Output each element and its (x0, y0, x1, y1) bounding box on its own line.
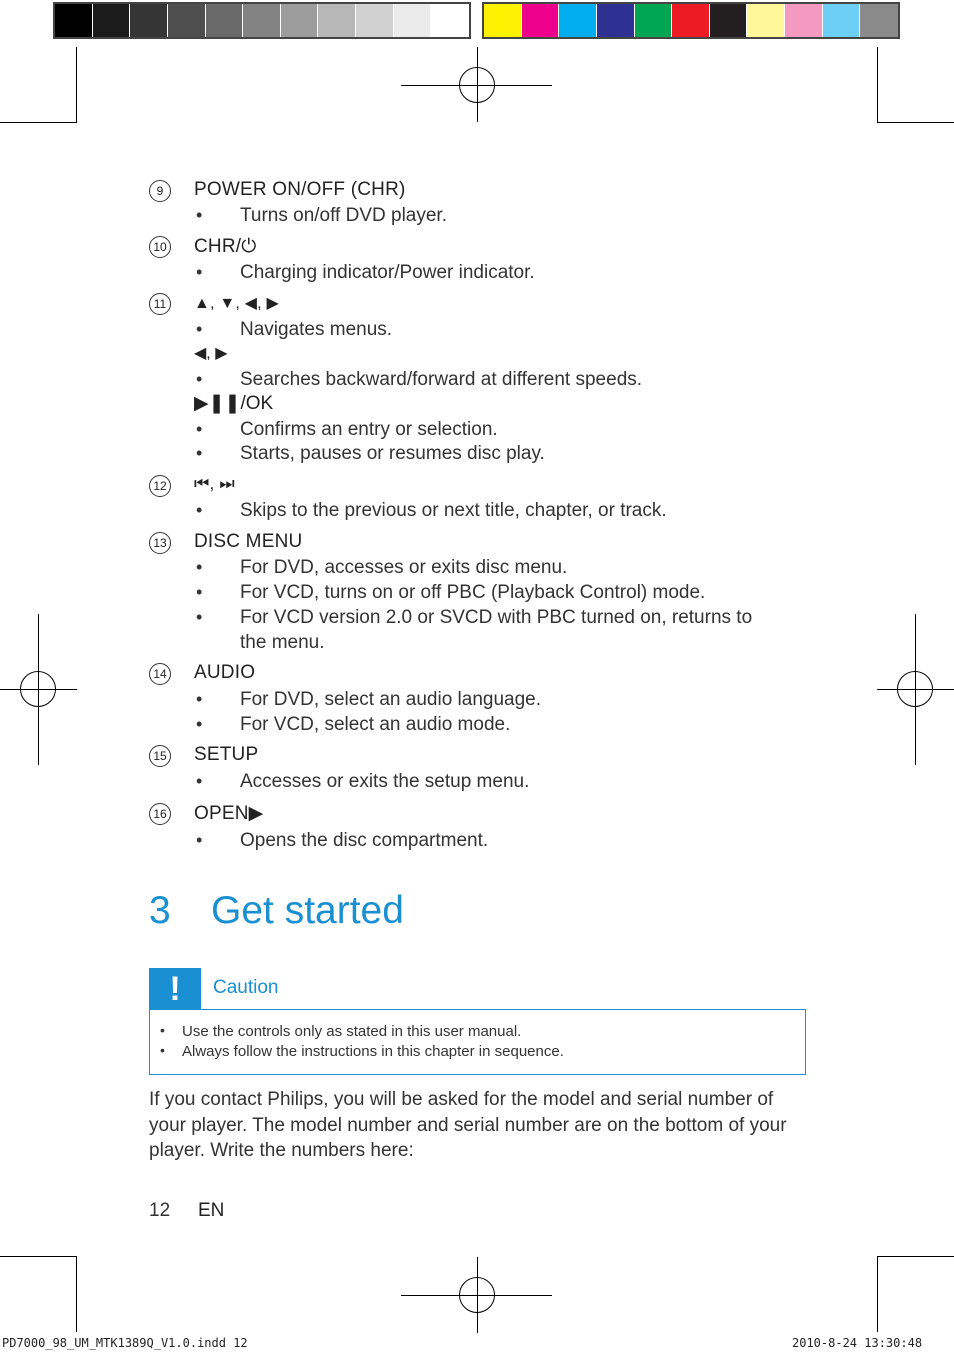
item-heading: OPEN▶ (194, 803, 264, 824)
item-heading: ▲, ▼, ◀, ▶ (194, 295, 279, 312)
item-number: 12 (149, 475, 171, 497)
bullet-text-continued: the menu. (240, 632, 325, 653)
bullet-text: For VCD, select an audio mode. (240, 714, 511, 735)
slug-timestamp: 2010-8-24 13:30:48 (792, 1336, 923, 1350)
gray-swatch (130, 4, 168, 37)
item-number: 13 (149, 532, 171, 554)
color-swatch (823, 4, 861, 37)
crop-mark (877, 1256, 954, 1257)
item-number: 10 (149, 236, 171, 258)
bullet: • (196, 500, 203, 520)
bullet-text: Accesses or exits the setup menu. (240, 771, 530, 792)
section-number: 3 (149, 889, 171, 932)
bullet-text: Confirms an entry or selection. (240, 419, 498, 440)
color-swatch (597, 4, 635, 37)
bullet-text: Turns on/off DVD player. (240, 205, 447, 226)
item-heading: POWER ON/OFF (CHR) (194, 179, 406, 200)
item-number: 9 (149, 180, 171, 202)
crop-mark (0, 1256, 77, 1257)
bullet: • (196, 419, 203, 439)
exclamation-icon: ! (169, 970, 181, 1008)
color-swatch (522, 4, 560, 37)
item-number: 11 (149, 293, 171, 315)
gray-color-bar (53, 2, 471, 39)
sub-heading: ◀, ▶ (194, 345, 228, 362)
item-heading: DISC MENU (194, 531, 303, 552)
registration-circle (20, 671, 56, 707)
crop-mark (877, 47, 878, 122)
bullet-text: Skips to the previous or next title, chapter, or track. (240, 500, 667, 521)
process-color-bar (482, 2, 900, 39)
body-paragraph: If you contact Philips, you will be asked for the model and serial number of your player. The model number and serial number are on the bottom of your player. Write the numbers here: (149, 1089, 787, 1161)
item-heading: CHR/⏻ (194, 236, 257, 257)
caution-text: Use the controls only as stated in this user manual. (182, 1023, 522, 1040)
bullet: • (196, 369, 203, 389)
bullet-text: Starts, pauses or resumes disc play. (240, 443, 545, 464)
gray-swatch (168, 4, 206, 37)
item-number: 16 (149, 803, 171, 825)
bullet: • (196, 830, 203, 850)
bullet-text: Opens the disc compartment. (240, 830, 489, 851)
registration-circle (459, 67, 495, 103)
crop-mark (877, 122, 954, 123)
bullet: • (196, 607, 203, 627)
crop-mark (0, 122, 77, 123)
item-number: 15 (149, 745, 171, 767)
item-heading: ⏮, ⏭ (194, 474, 235, 493)
color-swatch (484, 4, 522, 37)
item-heading: AUDIO (194, 662, 256, 683)
caution-label: Caution (213, 977, 279, 998)
crop-mark (877, 1256, 878, 1332)
gray-swatch (55, 4, 93, 37)
bullet-text: Navigates menus. (240, 319, 393, 340)
color-swatch (710, 4, 748, 37)
color-swatch (559, 4, 597, 37)
crop-mark (76, 1256, 77, 1332)
bullet-text: Searches backward/forward at different speeds. (240, 369, 643, 390)
color-swatch (785, 4, 823, 37)
bullet: • (196, 714, 203, 734)
sub-heading: ▶❚❚/OK (194, 393, 274, 414)
gray-swatch (318, 4, 356, 37)
slug-filename: PD7000_98_UM_MTK1389Q_V1.0.indd 12 (2, 1336, 248, 1350)
bullet: • (196, 557, 203, 577)
gray-swatch (93, 4, 131, 37)
color-swatch (672, 4, 710, 37)
page-language: EN (198, 1200, 225, 1221)
color-swatch (747, 4, 785, 37)
bullet-text: For DVD, accesses or exits disc menu. (240, 557, 568, 578)
section-title-text: Get started (211, 889, 404, 932)
bullet-text: For VCD, turns on or off PBC (Playback Control) mode. (240, 582, 706, 603)
page-number: 12 (149, 1200, 171, 1221)
bullet: • (196, 262, 203, 282)
gray-swatch (281, 4, 319, 37)
color-swatch (635, 4, 673, 37)
item-number: 14 (149, 663, 171, 685)
bullet: • (160, 1042, 165, 1058)
bullet: • (196, 319, 203, 339)
bullet-text: For VCD version 2.0 or SVCD with PBC turned on, returns to (240, 607, 753, 628)
gray-swatch (356, 4, 394, 37)
caution-box (149, 1009, 806, 1075)
gray-swatch (431, 4, 469, 37)
item-heading: SETUP (194, 744, 259, 765)
bullet: • (196, 582, 203, 602)
section-title (149, 889, 404, 933)
bullet-text: For DVD, select an audio language. (240, 689, 542, 710)
color-swatch (860, 4, 898, 37)
caution-text: Always follow the instructions in this chapter in sequence. (182, 1043, 564, 1060)
gray-swatch (206, 4, 244, 37)
bullet-text: Charging indicator/Power indicator. (240, 262, 535, 283)
bullet: • (196, 443, 203, 463)
registration-circle (459, 1277, 495, 1313)
registration-circle (897, 671, 933, 707)
caution-tab (149, 968, 201, 1010)
gray-swatch (243, 4, 281, 37)
gray-swatch (394, 4, 432, 37)
bullet: • (160, 1022, 165, 1038)
crop-mark (76, 47, 77, 122)
bullet: • (196, 771, 203, 791)
bullet: • (196, 205, 203, 225)
bullet: • (196, 689, 203, 709)
